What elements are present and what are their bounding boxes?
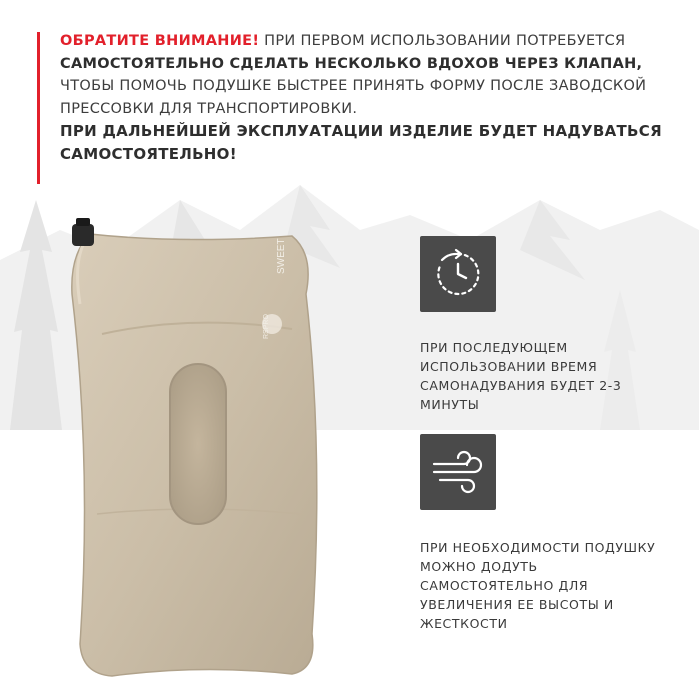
clock-timer-icon-box (420, 236, 496, 312)
notice-paragraph (60, 30, 680, 120)
wind-icon (420, 434, 496, 510)
brand-text: SWEET (276, 238, 287, 274)
notice-block (60, 30, 680, 165)
accent-bar (37, 32, 40, 184)
feature-text-1: ПРИ ПОСЛЕДУЮЩЕМ ИСПОЛЬЗОВАНИИ ВРЕМЯ САМОНАДУВАНИЯ БУДЕТ 2-3 МИНУТЫ (420, 340, 622, 412)
clock-timer-icon (420, 236, 496, 312)
notice-text-bold: САМОСТОЯТЕЛЬНО СДЕЛАТЬ НЕСКОЛЬКО ВДОХОВ ЧЕРЕЗ КЛАПАН, (60, 55, 643, 72)
notice-paragraph-2: ПРИ ДАЛЬНЕЙШЕЙ ЭКСПЛУАТАЦИИ ИЗДЕЛИЕ БУДЕТ НАДУВАТЬСЯ САМОСТОЯТЕЛЬНО! (60, 122, 662, 163)
notice-text-2: ЧТОБЫ ПОМОЧЬ ПОДУШКЕ БЫСТРЕЕ ПРИНЯТЬ ФОРМУ ПОСЛЕ ЗАВОДСКОЙ ПРЕССОВКИ ДЛЯ ТРАНСПОРТИРОВКИ. (60, 78, 647, 117)
brand-sub-text: RSPRO (263, 314, 270, 339)
feature-text-2: ПРИ НЕОБХОДИМОСТИ ПОДУШКУ МОЖНО ДОДУТЬ САМОСТОЯТЕЛЬНО ДЛЯ УВЕЛИЧЕНИЯ ЕЕ ВЫСОТЫ И ЖЕСТКОСТИ (420, 540, 656, 631)
notice-lead: ОБРАТИТЕ ВНИМАНИЕ! (60, 33, 260, 49)
notice-text-1: ПРИ ПЕРВОМ ИСПОЛЬЗОВАНИИ ПОТРЕБУЕТСЯ (259, 33, 626, 49)
wind-icon-box (420, 434, 496, 510)
pillow-image (62, 214, 332, 684)
